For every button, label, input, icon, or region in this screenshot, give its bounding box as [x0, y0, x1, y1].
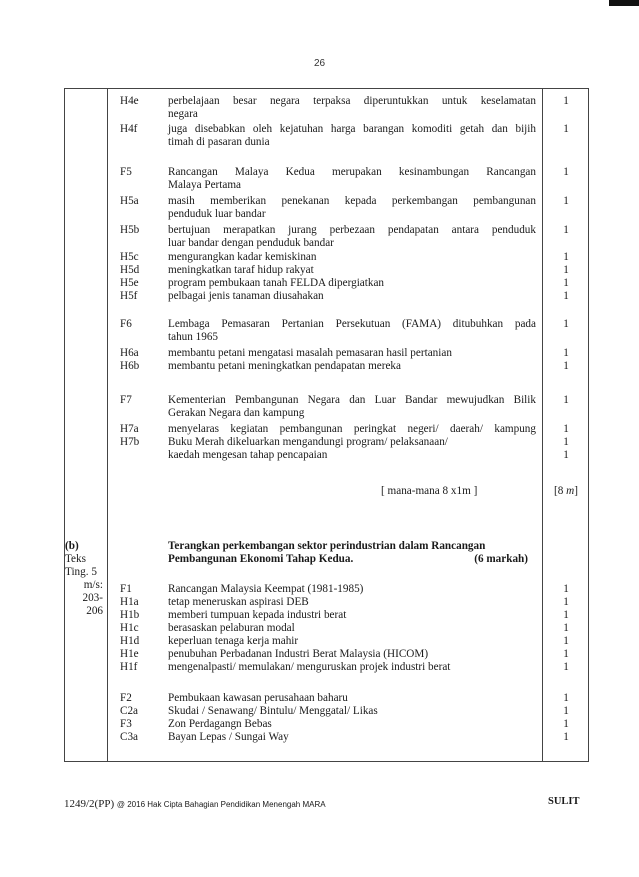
point-text: timah di pasaran dunia	[168, 136, 270, 148]
point-text: penduduk luar bandar	[168, 208, 266, 220]
point-text: Malaya Pertama	[168, 179, 241, 191]
point-mark: 1	[563, 648, 569, 660]
point-code: F5	[120, 166, 132, 178]
point-code: F6	[120, 318, 132, 330]
point-mark: 1	[563, 318, 569, 330]
point-code: H5c	[120, 251, 139, 263]
point-text: Rancangan Malaya Kedua merupakan kesinambungan Rancangan	[168, 166, 536, 178]
point-text: Kementerian Pembangunan Negara dan Luar Bandar mewujudkan Bilik	[168, 394, 536, 406]
point-text: mengurangkan kadar kemiskinan	[168, 251, 317, 263]
point-code: H6a	[120, 347, 139, 359]
point-mark: 1	[563, 347, 569, 359]
point-code: H1e	[120, 648, 139, 660]
point-code: H1a	[120, 596, 139, 608]
point-mark: 1	[563, 195, 569, 207]
ref-line: 206	[86, 605, 103, 617]
question-line-1: Terangkan perkembangan sektor perindustrian dalam Rancangan	[168, 540, 486, 552]
footer-code	[64, 798, 326, 810]
point-text: membantu petani meningkatkan pendapatan mereka	[168, 360, 401, 372]
point-text: Rancangan Malaysia Keempat (1981-1985)	[168, 583, 364, 595]
point-code: C2a	[120, 705, 139, 717]
point-mark: 1	[563, 290, 569, 302]
point-text: meningkatkan taraf hidup rakyat	[168, 264, 314, 276]
point-mark: 1	[563, 123, 569, 135]
point-text: membantu petani mengatasi masalah pemasaran hasil pertanian	[168, 347, 452, 359]
point-text: kaedah mengesan tahap pencapaian	[168, 449, 328, 461]
point-mark: 1	[563, 705, 569, 717]
point-code: H1f	[120, 661, 138, 673]
question-marks: (6 markah)	[474, 553, 528, 565]
question-label: (b)	[65, 540, 79, 552]
point-text: pelbagai jenis tanaman diusahakan	[168, 290, 324, 302]
point-mark: 1	[563, 596, 569, 608]
copyright-text: @ 2016 Hak Cipta Bahagian Pendidikan Menengah MARA	[116, 800, 326, 809]
point-code: H5f	[120, 290, 138, 302]
point-code: C3a	[120, 731, 139, 743]
point-text: memberi tumpuan kepada industri berat	[168, 609, 347, 621]
point-mark: 1	[563, 583, 569, 595]
ref-line: Ting. 5	[65, 566, 97, 578]
point-mark: 1	[563, 449, 569, 461]
point-text: berasaskan pelaburan modal	[168, 622, 295, 634]
point-mark: 1	[563, 609, 569, 621]
question-line-2	[168, 553, 536, 566]
point-code: H5a	[120, 195, 139, 207]
point-code: H1c	[120, 622, 139, 634]
point-code: H5b	[120, 224, 140, 236]
summary-total-mark: [8 m]	[554, 485, 578, 497]
point-mark: 1	[563, 718, 569, 730]
page-number: 26	[313, 58, 326, 69]
point-text: Buku Merah dikeluarkan mengandungi program/ pelaksanaan/	[168, 436, 448, 448]
point-mark: 1	[563, 731, 569, 743]
summary-any-8: [ mana-mana 8 x1m ]	[381, 485, 478, 497]
point-code: F2	[120, 692, 132, 704]
point-mark: 1	[563, 394, 569, 406]
marking-scheme-table	[64, 88, 589, 762]
point-text: tetap meneruskan aspirasi DEB	[168, 596, 309, 608]
point-mark: 1	[563, 224, 569, 236]
ref-line: m/s:	[83, 579, 103, 591]
point-mark: 1	[563, 692, 569, 704]
point-mark: 1	[563, 277, 569, 289]
point-text: mengenalpasti/ memulakan/ menguruskan projek industri berat	[168, 661, 451, 673]
point-mark: 1	[563, 423, 569, 435]
ref-line: Teks	[65, 553, 86, 565]
point-mark: 1	[563, 251, 569, 263]
question-text	[168, 540, 536, 566]
point-code: H4e	[120, 95, 139, 107]
point-code: H5e	[120, 277, 139, 289]
point-text: juga disebabkan oleh kejatuhan harga barangan komoditi getah dan bijih	[168, 123, 536, 135]
point-text: Gerakan Negara dan kampung	[168, 407, 305, 419]
point-code: F3	[120, 718, 132, 730]
point-code: H5d	[120, 264, 140, 276]
point-text: keperluan tenaga kerja mahir	[168, 635, 299, 647]
point-code: H6b	[120, 360, 140, 372]
ref-line: 203-	[82, 592, 103, 604]
point-text: menyelaras kegiatan pembangunan peringkat negeri/ daerah/ kampung	[168, 423, 536, 435]
point-mark: 1	[563, 166, 569, 178]
point-mark: 1	[563, 95, 569, 107]
point-mark: 1	[563, 661, 569, 673]
point-mark: 1	[563, 264, 569, 276]
point-code: H1d	[120, 635, 140, 647]
point-code: F7	[120, 394, 132, 406]
scan-corner-mark	[609, 0, 639, 6]
point-mark: 1	[563, 635, 569, 647]
point-code: H7b	[120, 436, 140, 448]
footer-sulit: SULIT	[548, 796, 580, 807]
point-text: Skudai / Senawang/ Bintulu/ Menggatal/ Likas	[168, 705, 378, 717]
point-mark: 1	[563, 360, 569, 372]
point-mark: 1	[563, 622, 569, 634]
column-divider-left	[107, 89, 108, 761]
point-mark: 1	[563, 436, 569, 448]
point-code: H7a	[120, 423, 139, 435]
question-line-2-text: Pembangunan Ekonomi Tahap Kedua.	[168, 553, 354, 565]
point-text: masih memberikan penekanan kepada perkembangan pembangunan	[168, 195, 536, 207]
point-text: program pembukaan tanah FELDA dipergiatkan	[168, 277, 385, 289]
point-code: H1b	[120, 609, 140, 621]
point-text: tahun 1965	[168, 331, 219, 343]
point-text: penubuhan Perbadanan Industri Berat Malaysia (HICOM)	[168, 648, 429, 660]
point-text: Bayan Lepas / Sungai Way	[168, 731, 289, 743]
point-text: luar bandar dengan penduduk bandar	[168, 237, 334, 249]
point-text: Lembaga Pemasaran Pertanian Persekutuan (FAMA) ditubuhkan pada	[168, 318, 536, 330]
point-text: Pembukaan kawasan perusahaan baharu	[168, 692, 348, 704]
point-text: perbelajaan besar negara terpaksa diperuntukkan untuk keselamatan	[168, 95, 536, 107]
point-text: Zon Perdagangn Bebas	[168, 718, 272, 730]
point-code: F1	[120, 583, 132, 595]
paper-code: 1249/2(PP)	[64, 798, 115, 810]
point-text: bertujuan merapatkan jurang perbezaan pendapatan antara penduduk	[168, 224, 536, 236]
point-text: negara	[168, 108, 198, 120]
question-reference	[65, 540, 107, 618]
point-code: H4f	[120, 123, 138, 135]
